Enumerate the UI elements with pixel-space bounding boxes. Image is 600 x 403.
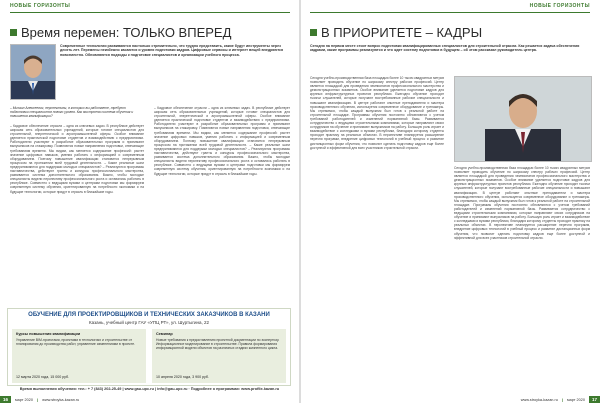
lead-paragraph: Современные технологии развиваются настолько стремительно, что трудно представить, какие будут инструменты через десять лет. Перемены неизбежно касаются и уровня подготовки кадров. Цифровые сервисы и интернет вещей внедряются повсеместно. Обновляются подходы к подготовке специалистов и организации учебного процесса. [60,44,284,57]
body-column-2: Сегодня учебно-производственная база площадью более 10 тысяч квадратных метров позволяет проводить обучение по широкому спектру рабочих профессий. Центр является площадкой для проведения чемпионатов профессионального мастерства и демонстрационных экзаменов. Особое внимание уделяется подготовке кадров для крупных инфраструктурных проектов республики. Ежегодно обучение проходят тысячи слушателей, которые получают востребованные рабочие специальности и повышают квалификацию. В центре работают опытные преподаватели и мастера производственного обучения, используется современное оборудование и тренажеры. Мы стремимся, чтобы каждый выпускник был готов к реальной работе на строительной площадке. Программы обучения постоянно обновляются с учетом требований работодателей и изменений нормативной базы. Развивается сотрудничество с ведущими строительными компаниями, которые направляют своих сотрудников на обучение и принимают выпускников на работу. Большую роль играет и взаимодействие с колледжами и вузами республики, благодаря которому студенты проходят практику на реальных объектах. В перспективе планируется расширение перечня программ, внедрение цифровых технологий в учебный процесс и развитие дистанционных форм обучения, что позволит сделать подготовку кадров еще более доступной и эффективной для всех участников строительной отрасли. [454,166,590,240]
course-2-description: Новые требования к предоставлению проектной документации по экспертизу. Информационное моделирование в строительстве. Правила формирования информационной модели объектов на различных стадиях жизненного цикла. [156,338,280,351]
portrait-icon [455,77,591,161]
issue-date: март 2020 [15,397,34,402]
course-card-1[interactable] [12,329,146,383]
body-column-2: – Кадровое обеспечение отрасли – одна из ключевых задач. В республике действует широкая сеть образовательных учреждений, которые готовят специалистов для строительной, энергетической и агропромышленной сферы. Особое внимание уделяется практической подготовке студентов и взаимодействию с предприятиями. Работодатели участвуют в разработке образовательных программ и принимают выпускников на стажировку. Появляются новые направления подготовки, отвечающие требованиям времени. Мы видим, как меняется содержание профессий: растет значение цифровых навыков, умения работать с информацией и современным оборудованием. Поэтому повышение квалификации становится непрерывным процессом на протяжении всей трудовой деятельности. – Какие реальные шаги предпринимаются для поддержки молодых специалистов? – Реализуются программы наставничества, действуют гранты и конкурсы профессионального мастерства, развивается система дополнительного образования. Важно, чтобы молодые специалисты видели перспективу профессионального роста и оставались работать в республике. Совместно с ведущими вузами и центрами подготовки мы формируем современную систему обучения, ориентированную на потребности экономики и на будущие технологии, которые придут в отрасль в ближайшие годы. [154,106,290,176]
section-tag: НОВЫЕ ГОРИЗОНТЫ [529,3,590,9]
section-rule [310,12,590,13]
course-1-date-price: 12 марта 2020 года, 15 000 руб. [16,375,70,379]
courses-banner [7,308,291,386]
headline-square-icon [310,29,317,36]
page-number: 16 [0,396,11,403]
page-number: 17 [589,396,600,403]
course-1-description: Управление BIM-проектами, проектами в технологиях и строительстве от планирования до производства работ, управление изменениями в проекте. [16,338,136,347]
page-footer-right [517,396,600,403]
portrait-photo [10,44,56,100]
issue-date: март 2020 [566,397,585,402]
banner-title: ОБУЧЕНИЕ ДЛЯ ПРОЕКТИРОВЩИКОВ И ТЕХНИЧЕСКИХ ЗАКАЗЧИКОВ В КАЗАНИ [28,312,270,318]
interview-question: – Михаил Алексеевич, перспективы, в которых вы работаете, требуют подготовки специалистов нового уровня. Как выстроена система обучения и повышения квалификации? [10,106,134,118]
course-1-title: Курсы повышения квалификации [16,332,81,336]
headline-square-icon [10,29,17,36]
site-link[interactable]: www.stroyka-kazan.ru [42,397,80,402]
headline [310,25,482,40]
lead-paragraph: Сегодня на первом месте стоит вопрос подготовки квалифицированных специалистов для строительной отрасли. Как решается задача обеспечения кадрами, какие программы реализуются и что ждет систему подготовки в будущем – об этом рассказал руководитель центра. [310,44,580,53]
divider: | [561,397,563,402]
course-card-2[interactable] [152,329,286,383]
section-rule [10,12,290,13]
headline [10,25,231,40]
body-column-1: Сегодня учебно-производственная база площадью более 10 тысяч квадратных метров позволяет проводить обучение по широкому спектру рабочих профессий. Центр является площадкой для проведения чемпионатов профессионального мастерства и демонстрационных экзаменов. Особое внимание уделяется подготовке кадров для крупных инфраструктурных проектов республики. Ежегодно обучение проходят тысячи слушателей, которые получают востребованные рабочие специальности и повышают квалификацию. В центре работают опытные преподаватели и мастера производственного обучения, используется современное оборудование и тренажеры. Мы стремимся, чтобы каждый выпускник был готов к реальной работе на строительной площадке. Программы обучения постоянно обновляются с учетом требований работодателей и изменений нормативной базы. Развивается сотрудничество с ведущими строительными компаниями, которые направляют своих сотрудников на обучение и принимают выпускников на работу. Большую роль играет и взаимодействие с колледжами и вузами республики, благодаря которому студенты проходят практику на реальных объектах. В перспективе планируется расширение перечня программ, внедрение цифровых технологий в учебный процесс и развитие дистанционных форм обучения, что позволит сделать подготовку кадров еще более доступной и эффективной для всех участников строительной отрасли. [310,76,444,150]
portrait-photo [454,76,592,162]
course-2-title: Семинар [156,332,173,336]
right-page [300,0,600,403]
headline-text: Время перемен: ТОЛЬКО ВПЕРЕД [21,25,232,40]
divider: | [37,397,39,402]
contact-footer: Время выполнения обучения: тел.: + 7 (843) 202-25-49 | www.gau-upc.ru | info@gau-upc.ru · Подробнее о программах: www.profile-kazan.ru [19,387,280,391]
site-link[interactable]: www.stroyka-kazan.ru [520,397,558,402]
page-footer-left [0,396,83,403]
section-tag: НОВЫЕ ГОРИЗОНТЫ [10,3,71,9]
body-column-1: – Кадровое обеспечение отрасли – одна из ключевых задач. В республике действует широкая сеть образовательных учреждений, которые готовят специалистов для строительной, энергетической и агропромышленной сферы. Особое внимание уделяется практической подготовке студентов и взаимодействию с предприятиями. Работодатели участвуют в разработке образовательных программ и принимают выпускников на стажировку. Появляются новые направления подготовки, отвечающие требованиям времени. Мы видим, как меняется содержание профессий: растет значение цифровых навыков, умения работать с информацией и современным оборудованием. Поэтому повышение квалификации становится непрерывным процессом на протяжении всей трудовой деятельности. – Какие реальные шаги предпринимаются для поддержки молодых специалистов? – Реализуются программы наставничества, действуют гранты и конкурсы профессионального мастерства, развивается система дополнительного образования. Важно, чтобы молодые специалисты видели перспективу профессионального роста и оставались работать в республике. Совместно с ведущими вузами и центрами подготовки мы формируем современную систему обучения, ориентированную на потребности экономики и на будущие технологии, которые придут в отрасль в ближайшие годы. [10,124,144,194]
headline-text: В ПРИОРИТЕТЕ – КАДРЫ [321,25,483,40]
portrait-icon [11,45,55,99]
course-2-date-price: 10 апреля 2020 года, 3 900 руб. [156,375,209,379]
banner-subtitle: Казань, учебный центр ГАУ «УПЦ РТ», ул. Шуртыгина, 22 [89,320,209,325]
